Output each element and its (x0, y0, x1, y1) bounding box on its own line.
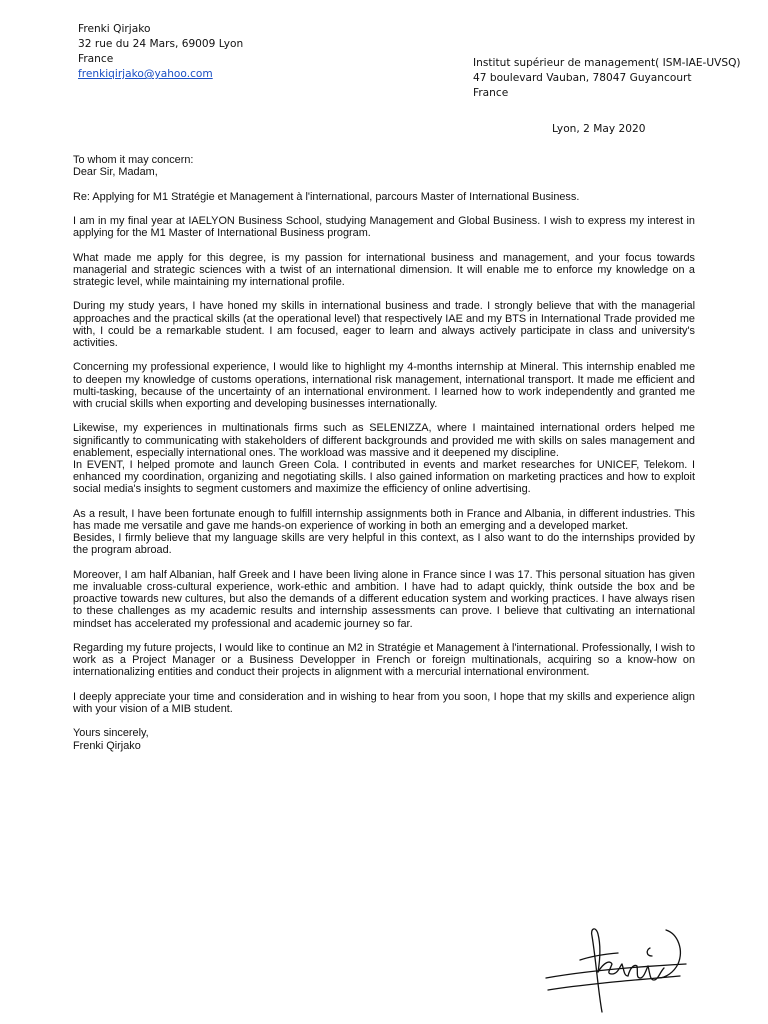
paragraph: As a result, I have been fortunate enough to fulfill internship assignments both in France and Albania, in different industries. This has made me versatile and gave me hands-on experience of working in both an emerging and a developed market. (73, 507, 695, 532)
salutation-line-1: To whom it may concern: (73, 154, 194, 166)
sender-country: France (78, 53, 114, 65)
paragraph: Likewise, my experiences in multinationals firms such as SELENIZZA, where I maintained international orders helped me significantly to communicating with stakeholders of different backgrounds and provided me with skills on sales management and enablement, especially international ones. The workload was massive and it deepened my discipline. (73, 422, 695, 459)
paragraph: What made me apply for this degree, is my passion for international business and management, and your focus towards managerial and strategic sciences with a twist of an international dimension. It will enable me to enforce my knowledge on a strategic level, while maintaining my international profile. (73, 251, 695, 288)
salutation-line-2: Dear Sir, Madam, (73, 166, 158, 179)
paragraph: I am in my final year at IAELYON Business School, studying Management and Global Business. I wish to express my interest in applying for the M1 Master of International Business program. (73, 214, 695, 240)
recipient-country: France (473, 87, 509, 99)
recipient-institution: Institut supérieur de management( ISM-IAE-UVSQ) (473, 57, 741, 69)
closing-name: Frenki Qirjako (73, 739, 141, 752)
subject-line: Re: Applying for M1 Stratégie et Management à l'international, parcours Master of International Business. (73, 190, 580, 203)
paragraph: Besides, I firmly believe that my language skills are very helpful in this context, as I also want to do the internships provided by the program abroad. (73, 532, 695, 557)
letter-body (73, 154, 695, 752)
paragraph: I deeply appreciate your time and consideration and in wishing to hear from you soon, I hope that my skills and experience align with your vision of a MIB student. (73, 690, 695, 715)
paragraph: During my study years, I have honed my skills in international business and trade. I strongly believe that with the managerial approaches and the practical skills (at the operational level) that respectively IAE and my BTS in International Trade provided me with, I could be a remarkable student. I am focused, eager to learn and always actively participate in class and university's activities. (73, 300, 695, 349)
sender-email-link[interactable]: frenkiqirjako@yahoo.com (78, 68, 213, 80)
handwritten-signature (540, 920, 690, 1015)
paragraph: Concerning my professional experience, I would like to highlight my 4-months internship at Mineral. This internship enabled me to deepen my knowledge of customs operations, international risk management, international transport. It made me efficient and multi-tasking, because of the uncertainty of an international environment. I learned how to work independently and granted me with crucial skills when exporting and developing businesses internationally. (73, 361, 695, 410)
sender-street: 32 rue du 24 Mars, 69009 Lyon (78, 38, 244, 50)
recipient-address-block (473, 56, 741, 101)
letter-date: Lyon, 2 May 2020 (552, 123, 646, 135)
paragraph: In EVENT, I helped promote and launch Green Cola. I contributed in events and market researches for UNICEF, Telekom. I enhanced my coordination, organizing and negotiating skills. I also gained information on marketing practices and how to exploit social media's insights to segment customers and maximize the efficiency of online advertising. (73, 458, 695, 496)
paragraph: Moreover, I am half Albanian, half Greek and I have been living alone in France since I was 17. This personal situation has given me invaluable cross-cultural experience, work-ethic and ambition. I have had to adapt quickly, think outside the box and be proactive towards new cultures, but also the demands of a different education system and working practices. I have always risen to these challenges as my academic results and internship assessments can prove. I believe that cultivating an international mindset has accelerated my professional and academic journey so far. (73, 568, 695, 630)
sender-address-block (78, 22, 243, 82)
paragraph: Regarding my future projects, I would like to continue an M2 in Stratégie et Management à l'international. Professionally, I wish to work as a Project Manager or a Business Developper in French or foreign multinationals, acquiring so a know-how on internationalizing entities and conduct their projects in alignment with a mercurial international environment. (73, 641, 695, 679)
sender-name: Frenki Qirjako (78, 23, 151, 35)
recipient-address: 47 boulevard Vauban, 78047 Guyancourt (473, 72, 692, 84)
closing-line: Yours sincerely, (73, 727, 149, 740)
